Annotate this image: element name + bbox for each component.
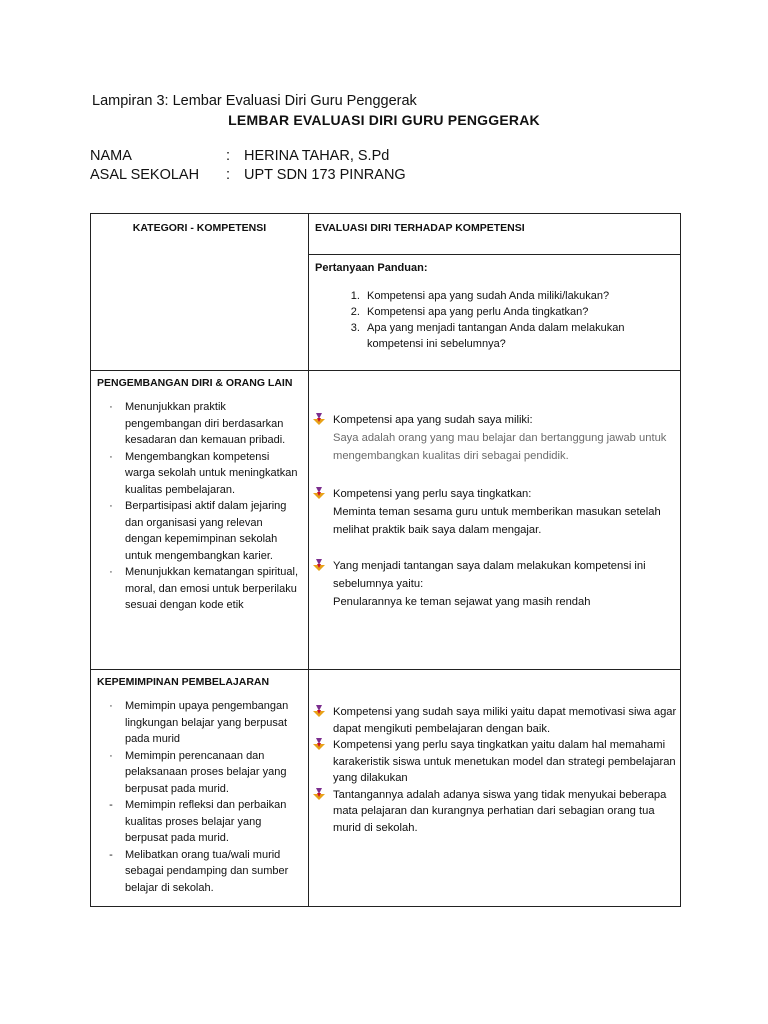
answer-item — [309, 787, 680, 837]
guide-title: Pertanyaan Panduan: — [315, 262, 428, 274]
answer-label: Kompetensi apa yang sudah saya miliki: — [333, 414, 533, 426]
list-item-text: Berpartisipasi aktif dalam jejaring dan organisasi yang relevan dengan kepemimpinan sekolah untuk mengembangkan karier. — [125, 500, 287, 562]
list-item-text: Memimpin upaya pengembangan lingkungan belajar yang berpusat pada murid — [125, 700, 289, 745]
competency-list — [91, 698, 308, 906]
name-value: HERINA TAHAR, S.Pd — [244, 148, 390, 164]
list-item-text: Mengembangkan kompetensi warga sekolah untuk meningkatkan kualitas pembelajaran. — [125, 450, 298, 496]
answer-label: Yang menjadi tantangan saya dalam melakukan kompetensi ini sebelumnya yaitu: — [333, 560, 646, 590]
guide-question: 2. Kompetensi apa yang perlu Anda tingkatkan? — [363, 304, 672, 320]
answer-text: Kompetensi yang perlu saya tingkatkan yaitu dalam hal memahami karakeristik siswa untuk menetukan model dan strategi pembelajaran yang dilakukan — [333, 739, 676, 784]
section-row — [91, 371, 681, 670]
school-label: ASAL SEKOLAH — [90, 167, 200, 183]
section-category-cell — [91, 670, 309, 907]
answer-item — [309, 704, 680, 737]
list-item-text: Menunjukkan praktik pengembangan diri berdasarkan kesadaran dan kemauan pribadi. — [125, 401, 286, 446]
guide-cell — [309, 255, 681, 371]
list-item — [105, 797, 302, 847]
arrow-bullet-icon — [313, 738, 325, 750]
col-left-header-text: KATEGORI - KOMPETENSI — [132, 222, 267, 234]
list-item-text: Memimpin perencanaan dan pelaksanaan proses belajar yang berpusat pada murid. — [125, 749, 287, 795]
bullet-marker: - — [109, 799, 113, 811]
answer-item — [309, 557, 680, 611]
answer-text: Penularannya ke teman sejawat yang masih rendah — [333, 596, 591, 608]
col-right-header — [309, 214, 681, 255]
arrow-bullet-icon — [313, 413, 325, 425]
table-header-row — [91, 214, 681, 255]
bullet-marker: · — [109, 450, 113, 463]
list-item — [105, 399, 302, 449]
bullet-marker: · — [109, 566, 113, 578]
col-left-header — [91, 214, 309, 371]
page-title: LEMBAR EVALUASI DIRI GURU PENGGERAK — [228, 112, 540, 128]
list-item — [105, 498, 302, 564]
list-item — [105, 698, 302, 748]
guide-question: 3. Apa yang menjadi tantangan Anda dalam melakukan kompetensi ini sebelumnya? — [363, 320, 672, 352]
evaluation-table — [90, 213, 681, 907]
section-answer-cell — [309, 670, 681, 907]
answer-text: Saya adalah orang yang mau belajar dan bertanggung jawab untuk mengembangkan kualitas diri sebagai pendidik. — [333, 432, 667, 462]
list-item — [105, 748, 302, 798]
answer-item — [309, 411, 680, 465]
bullet-marker: · — [109, 749, 113, 762]
section-row — [91, 670, 681, 907]
answer-text: Tantangannya adalah adanya siswa yang tidak menyukai beberapa mata pelajaran dan kurangnya perhatian dari sebagian orang tua murid di sekolah. — [333, 788, 667, 834]
school-colon: : — [226, 167, 231, 183]
name-label: NAMA — [90, 148, 132, 164]
section-category-cell — [91, 371, 309, 670]
section-title: PENGEMBANGAN DIRI & ORANG LAIN — [97, 377, 293, 389]
arrow-bullet-icon — [313, 487, 325, 499]
answer-label: Kompetensi yang perlu saya tingkatkan: — [333, 488, 532, 500]
arrow-bullet-icon — [313, 788, 325, 800]
list-item — [105, 564, 302, 614]
list-item-text: Memimpin refleksi dan perbaikan kualitas proses belajar yang berpusat pada murid. — [125, 799, 287, 844]
arrow-bullet-icon — [313, 705, 325, 717]
answer-text: Kompetensi yang sudah saya miliki yaitu dapat memotivasi siwa agar dapat mengikuti pembelajaran dengan baik. — [333, 706, 677, 735]
col-right-header-text: EVALUASI DIRI TERHADAP KOMPETENSI — [315, 222, 525, 234]
guide-question-list — [315, 288, 672, 352]
answer-item — [309, 485, 680, 539]
bullet-marker: · — [109, 700, 113, 712]
school-value: UPT SDN 173 PINRANG — [244, 167, 406, 183]
arrow-bullet-icon — [313, 559, 325, 571]
bullet-marker: · — [109, 500, 113, 512]
list-item — [105, 449, 302, 499]
list-item-text: Melibatkan orang tua/wali murid sebagai pendamping dan sumber belajar di sekolah. — [125, 848, 289, 894]
list-item — [105, 847, 302, 897]
appendix-label: Lampiran 3: Lembar Evaluasi Diri Guru Penggerak — [92, 93, 417, 109]
name-colon: : — [226, 148, 231, 164]
guide-question: 1. Kompetensi apa yang sudah Anda miliki/lakukan? — [363, 288, 672, 304]
bullet-marker: · — [109, 401, 113, 413]
section-title: KEPEMIMPINAN PEMBELAJARAN — [97, 676, 270, 688]
list-item-text: Menunjukkan kematangan spiritual, moral, dan emosi untuk berperilaku sesuai dengan kode etik — [125, 566, 299, 611]
bullet-marker: - — [109, 848, 113, 861]
section-answer-cell — [309, 371, 681, 670]
competency-list — [91, 399, 308, 624]
answer-text: Meminta teman sesama guru untuk memberikan masukan setelah melihat praktik baik saya dalam mengajar. — [333, 506, 661, 536]
answer-item — [309, 737, 680, 787]
